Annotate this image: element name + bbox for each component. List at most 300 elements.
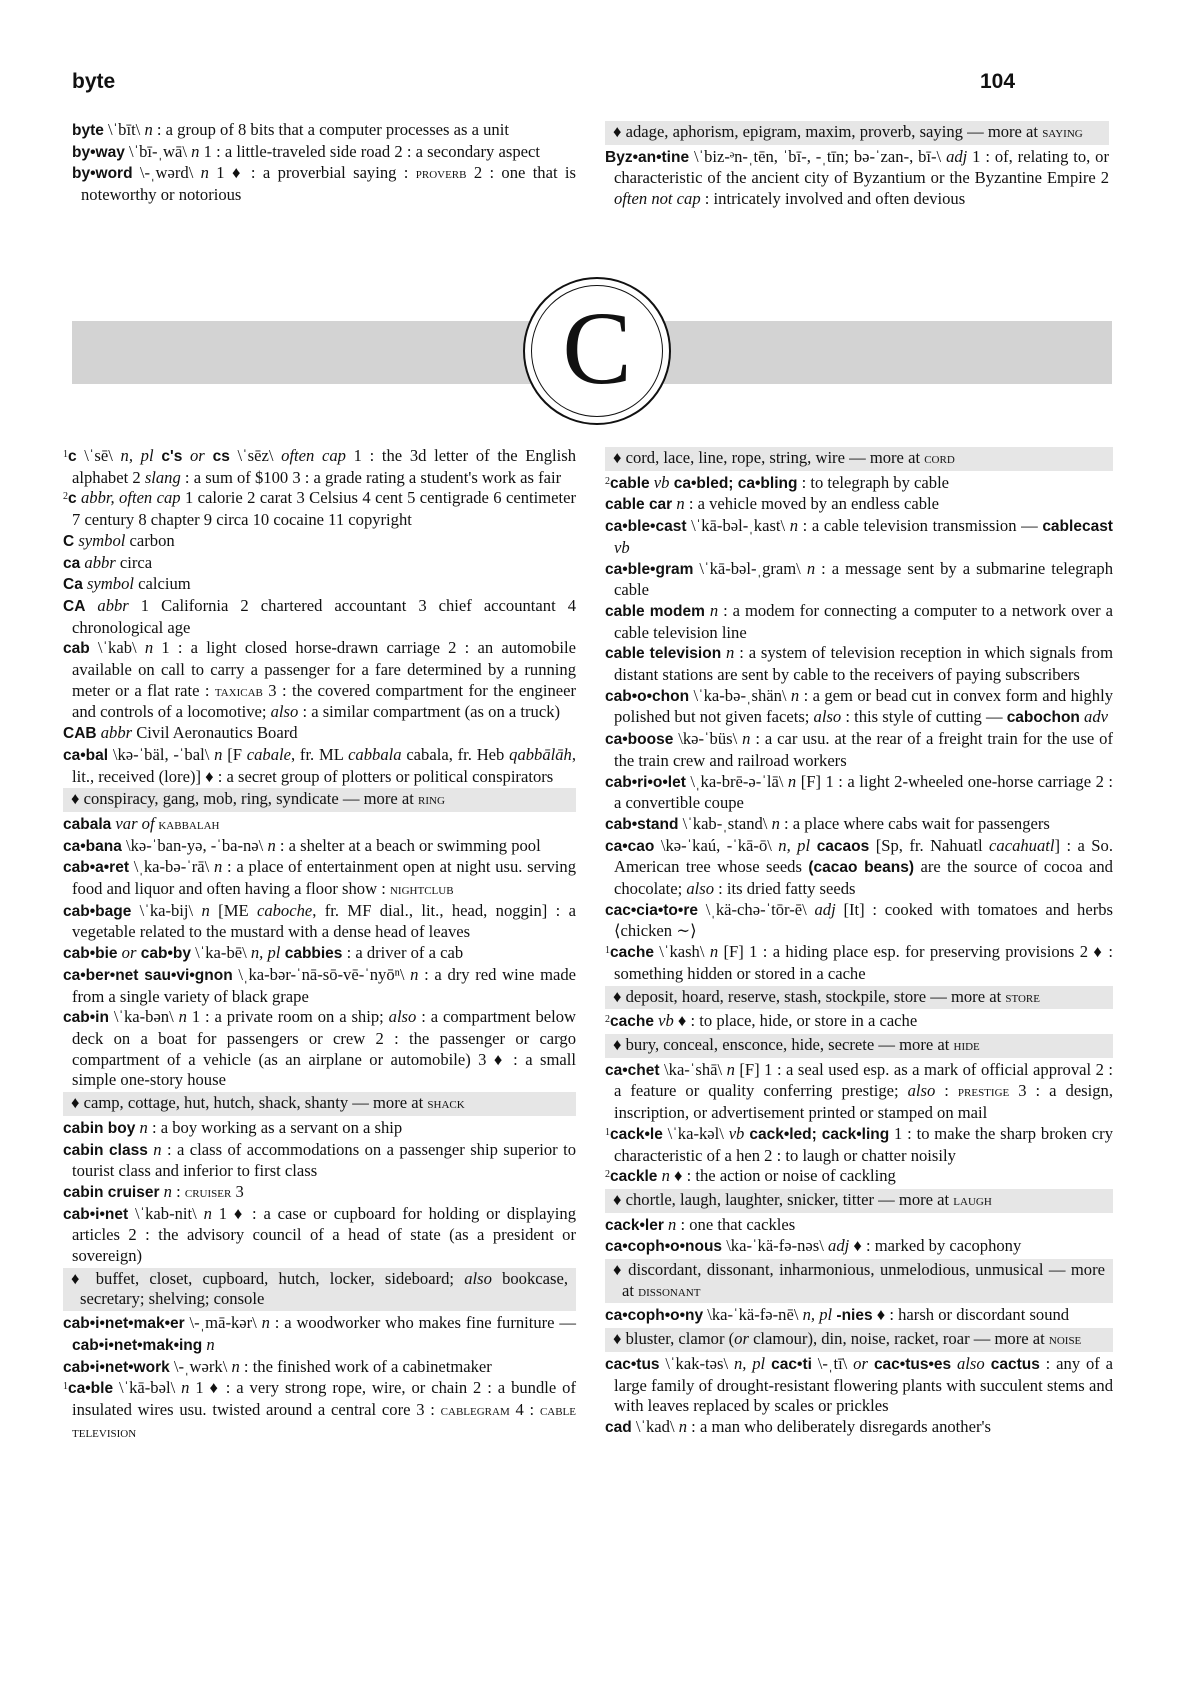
- pos: n: [726, 1059, 735, 1079]
- headword: ca•ble•cast: [605, 518, 687, 536]
- text: \ˈkā-bəl\: [113, 1378, 182, 1398]
- entry: [605, 814, 1113, 836]
- entry: [63, 488, 576, 530]
- headword: cab: [63, 640, 90, 658]
- pos: adv: [1079, 707, 1108, 727]
- text: ♦ discordant, dissonant, inharmonious, unmelodious, unmusical — more at: [613, 1260, 1105, 1300]
- label: also: [813, 707, 842, 727]
- text: \-ˌwərk\: [169, 1356, 232, 1376]
- text: \ˈkab-ˌstand\: [678, 813, 772, 833]
- headword: cab•o•chon: [605, 687, 690, 705]
- headword: cab•stand: [605, 815, 679, 833]
- pos: n: [201, 900, 210, 920]
- pos: n: [709, 942, 719, 962]
- text: 1 : a little-traveled side road 2 : a secondary aspect: [199, 141, 540, 161]
- headword: cs: [204, 448, 230, 465]
- cross-ref: proverb: [415, 166, 467, 183]
- entry: [605, 1060, 1113, 1124]
- text: 4 :: [509, 1399, 540, 1419]
- headword: cack•ler: [605, 1216, 664, 1234]
- text: 3 : a design, inscription, or advertisement printed or stamped on mail: [614, 1081, 1113, 1123]
- page-number: 104: [980, 70, 1016, 93]
- entry: [605, 1236, 1113, 1258]
- synonym-box: [605, 447, 1113, 471]
- text: [Sp, fr. Nahuatl: [869, 835, 990, 855]
- synonym-box: [605, 121, 1109, 145]
- section-medallion: [523, 277, 671, 425]
- headword: c: [68, 490, 77, 508]
- text: ] : a So. American tree whose seeds: [614, 835, 1113, 877]
- top-right-column: [605, 120, 1109, 210]
- entry: [63, 596, 576, 638]
- synonym-box: [605, 1328, 1113, 1352]
- homograph-number: 1: [605, 945, 610, 957]
- etymon: qabbālāh: [509, 744, 572, 764]
- text: cabala, fr. Heb: [401, 744, 510, 764]
- label: abbr, often cap: [76, 488, 181, 508]
- entry: [63, 1204, 576, 1267]
- headword: cable: [610, 474, 650, 492]
- text: circa: [115, 552, 153, 572]
- headword: cab•ri•o•let: [605, 773, 686, 791]
- text: calcium: [134, 574, 191, 594]
- etymon: cabbala: [348, 744, 402, 764]
- text: 1 : a private room on a ship;: [186, 1007, 389, 1027]
- entry: [605, 942, 1113, 984]
- entry: [605, 494, 1113, 516]
- pos: n: [202, 1334, 215, 1354]
- label: n, pl: [120, 446, 154, 465]
- pos: n: [771, 813, 780, 833]
- headword: cable modem: [605, 602, 705, 620]
- text: Civil Aeronautics Board: [132, 723, 298, 743]
- headword: cackle: [610, 1168, 658, 1186]
- text: :: [935, 1081, 958, 1101]
- entry: [605, 1305, 1113, 1327]
- headword: cac•tus•es: [867, 1355, 952, 1373]
- pos: n: [159, 1181, 172, 1201]
- label: abbr: [85, 595, 129, 615]
- headword: ca•ble•gram: [605, 560, 694, 578]
- entry: [605, 1215, 1113, 1237]
- pos: n: [742, 729, 751, 749]
- text: ♦ adage, aphorism, epigram, maxim, proverb, saying — more at: [613, 122, 1043, 141]
- headword: cache: [610, 1013, 654, 1031]
- headword: -nies: [832, 1307, 873, 1325]
- pos: n: [261, 1313, 270, 1333]
- text: ♦ : the action or noise of cackling: [669, 1166, 896, 1186]
- pos: n: [806, 558, 816, 578]
- label: also: [907, 1081, 936, 1101]
- text: : its dried fatty seeds: [714, 879, 856, 899]
- text: \ˈbī-ˌwā\: [124, 141, 192, 161]
- entry: [63, 1313, 576, 1356]
- headword: cacaos: [810, 837, 870, 855]
- text: \-ˌtī\: [811, 1353, 854, 1373]
- headword: cablecast: [1042, 518, 1113, 536]
- entry: [63, 446, 576, 488]
- entry: [605, 1124, 1113, 1166]
- synonym-box: [63, 1268, 576, 1311]
- label: or: [734, 1329, 749, 1349]
- entry: [605, 686, 1113, 729]
- text: : this style of cutting —: [841, 707, 1007, 727]
- pos: n: [672, 494, 685, 514]
- headword: cab•by: [136, 945, 191, 963]
- headword: CAB: [63, 725, 97, 743]
- label: symbol: [74, 530, 126, 550]
- headword: cac•cia•to•re: [605, 901, 698, 919]
- pos: adj: [814, 899, 836, 919]
- entry: [63, 1182, 576, 1204]
- headword: C: [63, 532, 75, 550]
- text: 1 ♦ : a case or cupboard for holding or displaying articles 2 : the advisory council of a head of state (as a president or sovereign): [72, 1203, 576, 1266]
- homograph-number: 2: [605, 475, 610, 487]
- text: \-ˌwərd\: [132, 163, 201, 183]
- text: are the source of cocoa and chocolate;: [614, 857, 1113, 899]
- etymon: cabale: [246, 744, 291, 764]
- pos: n: [704, 600, 719, 620]
- headword: cable car: [605, 496, 673, 514]
- entry: [63, 723, 576, 745]
- text: carbon: [125, 530, 175, 550]
- entry: [605, 836, 1113, 900]
- label: abbr: [80, 552, 116, 572]
- entry: [605, 1011, 1113, 1033]
- text: [ME: [209, 900, 257, 920]
- homograph-number: 2: [605, 1014, 610, 1026]
- homograph-number: 1: [605, 1126, 610, 1138]
- label: also: [270, 702, 299, 722]
- label: often not cap: [614, 189, 701, 209]
- headword: ca•chet: [605, 1061, 660, 1079]
- pos: n: [135, 1117, 148, 1137]
- entry: [605, 772, 1113, 814]
- homograph-number: 1: [63, 1381, 68, 1393]
- headword: ca•boose: [605, 731, 674, 749]
- text: \ˈsēz\: [229, 446, 282, 465]
- headword: cack•le: [610, 1125, 663, 1143]
- label: symbol: [82, 574, 134, 594]
- cross-ref: ring: [418, 792, 445, 809]
- entry: [605, 729, 1113, 771]
- text: \ˈka-kəl\: [662, 1123, 729, 1143]
- entry: [605, 643, 1113, 685]
- label: also: [464, 1268, 492, 1288]
- text: clamour), din, noise, racket, roar — more at: [748, 1329, 1049, 1349]
- pos: n: [663, 1214, 677, 1234]
- text: \ˈka-bij\: [131, 900, 202, 920]
- text: \ˈkab\: [89, 638, 145, 658]
- text: : a sum of $100 3 : a grade rating a student's work as fair: [180, 467, 562, 487]
- entry: [63, 965, 576, 1007]
- text: \ˈkā-bəl-ˌkast\: [686, 516, 790, 536]
- text: 1 : a light closed horse-drawn carriage 2 : an automobile available on call to carry a passenger for a fare determined by a running meter or a flat rate :: [72, 638, 576, 700]
- cross-ref: taxicab: [214, 683, 263, 700]
- entry: [605, 900, 1113, 942]
- label: or: [853, 1353, 868, 1373]
- text: 1 : to make the sharp broken cry characteristic of a hen 2 : to laugh or chatter noisily: [614, 1123, 1113, 1165]
- entry: [63, 638, 576, 723]
- entry: [605, 1354, 1113, 1417]
- text: ♦ bluster, clamor (: [613, 1329, 735, 1349]
- etymon: cacahuatl: [989, 835, 1055, 855]
- pos: n: [678, 1416, 688, 1436]
- pos: n: [790, 685, 800, 705]
- text: \ˌka-brē-ə-ˈlā\: [685, 771, 788, 791]
- label: n, pl: [778, 835, 811, 855]
- synonym-box: [605, 1189, 1113, 1213]
- headword: byte: [72, 122, 104, 139]
- text: :: [171, 1181, 185, 1201]
- headword: cad: [605, 1418, 632, 1436]
- pos: n: [203, 1203, 212, 1223]
- entry: [63, 1378, 576, 1443]
- text: 1 ♦ : a proverbial saying :: [208, 163, 416, 183]
- label: or: [182, 446, 205, 465]
- entry: [63, 857, 576, 900]
- text: \-ˌmā-kər\: [184, 1313, 262, 1333]
- label: n, pl: [733, 1353, 766, 1373]
- text: [F] 1 : a hiding place esp. for preserving provisions 2 ♦ : something hidden or stored in a cache: [614, 942, 1113, 983]
- entry: [63, 574, 576, 596]
- cross-ref: cord: [924, 451, 955, 467]
- text: \ka-ˈshā\: [659, 1059, 727, 1079]
- text: 1 California 2 chartered accountant 3 chief accountant 4 chronological age: [72, 595, 576, 637]
- headword: ca•cao: [605, 837, 655, 855]
- cross-ref: noise: [1048, 1332, 1082, 1349]
- synonym-box: [63, 788, 576, 812]
- homograph-number: 2: [63, 491, 68, 503]
- cross-ref: laugh: [953, 1192, 992, 1209]
- text: : a shelter at a beach or swimming pool: [275, 835, 541, 855]
- text: ♦ : marked by cacophony: [849, 1236, 1022, 1256]
- headword: by•way: [72, 143, 125, 161]
- entry: [63, 814, 576, 836]
- text: 2 : one that is noteworthy or notorious: [81, 163, 576, 205]
- text: : a woodworker who makes fine furniture —: [269, 1313, 576, 1333]
- text: 1 : of, relating to, or characteristic of the ancient city of Byzantium or the Byzantine Empire 2: [614, 146, 1110, 188]
- text: : a modem for connecting a computer to a network over a cable television line: [614, 600, 1113, 642]
- pos: n: [267, 835, 276, 855]
- text: \ˈkak-təs\: [659, 1353, 734, 1373]
- synonym-box: [63, 1092, 576, 1116]
- cross-ref: shack: [427, 1096, 465, 1113]
- headword: cab•i•net: [63, 1205, 129, 1223]
- pos: n: [144, 120, 153, 139]
- headword: cab•i•net•work: [63, 1358, 170, 1376]
- text: \kə-ˈban-yə, -ˈba-nə\: [121, 835, 268, 855]
- entry: [63, 943, 576, 965]
- entry: [605, 601, 1113, 643]
- headword: cab•a•ret: [63, 859, 129, 877]
- synonym-box: [605, 986, 1113, 1010]
- entry: [63, 1007, 576, 1091]
- pos: n: [787, 771, 797, 791]
- text: [It] : cooked with tomatoes and herbs ⟨chicken ∼⟩: [614, 899, 1113, 941]
- text: \ˈbiz-ᵊn-ˌtēn, ˈbī-, -ˌtīn; bə-ˈzan-, bī-\: [689, 146, 947, 166]
- headword: ca•coph•o•ny: [605, 1307, 704, 1325]
- entry: [63, 901, 576, 943]
- label: n, pl: [802, 1305, 833, 1325]
- pos: vb: [653, 1011, 674, 1031]
- label: or: [117, 943, 137, 963]
- text: ♦ chortle, laugh, laughter, snicker, titter — more at: [613, 1189, 954, 1209]
- pos: n: [657, 1166, 670, 1186]
- cross-ref: prestige: [957, 1084, 1010, 1101]
- headword: cab•i•net•mak•ing: [72, 1336, 203, 1354]
- pos: vb: [614, 537, 630, 557]
- entry-byzantine: [605, 147, 1109, 210]
- text: : a place where cabs wait for passengers: [779, 813, 1050, 833]
- text: \ˌka-bər-ˈnā-sō-vē-ˈnyōⁿ\: [232, 964, 411, 984]
- guide-word: byte: [72, 70, 116, 93]
- pos: vb: [728, 1123, 745, 1143]
- text: \kə-ˈbäl, -ˈbal\: [108, 744, 215, 764]
- headword: ca•bana: [63, 837, 122, 855]
- headword: ca•bled; ca•bling: [669, 474, 798, 492]
- pos: n: [191, 141, 200, 161]
- pos: n: [789, 516, 799, 536]
- entry: [605, 473, 1113, 495]
- text: , fr. MF dial., lit., head, noggin] : a vegetable related to the mustard with a dense head of leaves: [72, 900, 577, 942]
- pos: n: [147, 1139, 162, 1159]
- text: \ˌka-bə-ˈrā\: [129, 857, 214, 877]
- label: slang: [144, 467, 181, 487]
- cross-ref: hide: [953, 1037, 980, 1054]
- text: ♦ : to place, hide, or store in a cache: [673, 1011, 918, 1031]
- headword: ca•ber•net sau•vi•gnon: [63, 966, 233, 984]
- headword: cable television: [605, 645, 722, 663]
- text: 1 ♦ : a very strong rope, wire, or chain 2 : a bundle of insulated wires usu. twisted around a central core 3 :: [72, 1378, 576, 1419]
- text: 1 : the 3d letter of the English alphabet 2: [72, 446, 576, 487]
- text: ♦ deposit, hoard, reserve, stash, stockpile, store — more at: [613, 986, 1006, 1006]
- text: : a message sent by a submarine telegraph cable: [614, 558, 1114, 600]
- text: \ˈka-bē\: [190, 943, 251, 963]
- text: : a vehicle moved by an endless cable: [684, 494, 940, 514]
- text: \kə-ˈbüs\: [673, 729, 743, 749]
- text: : a gem or bead cut in convex form and highly polished but not given facets;: [614, 685, 1113, 727]
- text: [F] 1 : a seal used esp. as a mark of official approval 2 : a feature or quality conferring prestige;: [614, 1059, 1113, 1101]
- text: \ka-ˈkä-fə-nē\: [703, 1305, 803, 1325]
- text: : a driver of a cab: [342, 943, 464, 963]
- text: \ka-ˈkä-fə-nəs\: [722, 1236, 829, 1256]
- entry-byte: [72, 120, 576, 142]
- label: often cap: [281, 446, 346, 465]
- entry-byword: [72, 163, 576, 205]
- pos: vb: [649, 472, 670, 492]
- text: ♦ bury, conceal, ensconce, hide, secrete — more at: [613, 1034, 954, 1054]
- entry: [63, 1140, 576, 1182]
- entry: [605, 516, 1113, 558]
- headword: cack•led; cack•ling: [744, 1125, 890, 1143]
- text: 3: [231, 1181, 244, 1201]
- headword: cab•bage: [63, 902, 132, 920]
- headword: cabin class: [63, 1141, 148, 1159]
- pos: n: [214, 857, 223, 877]
- cross-ref: nightclub: [389, 882, 454, 899]
- headword: cabochon: [1006, 709, 1080, 727]
- pos: n: [410, 964, 419, 984]
- text: : any of a large family of drought-resistant flowering plants with succulent stems and with leaves replaced by scales or prickles: [614, 1353, 1114, 1416]
- headword: c's: [153, 448, 183, 465]
- label: abbr: [96, 723, 133, 743]
- text: bookcase, secretary; shelving; console: [80, 1268, 568, 1309]
- entry: [605, 559, 1113, 601]
- text: : a class of accommodations on a passenger ship superior to tourist class and inferior to first class: [72, 1139, 576, 1181]
- top-left-column: [72, 120, 576, 206]
- text: : to telegraph by cable: [797, 472, 950, 492]
- text: , lit., received (lore)] ♦ : a secret group of plotters or political conspirators: [72, 744, 576, 786]
- etymon: caboche: [256, 900, 313, 920]
- text: \ˈkab-nit\: [128, 1203, 204, 1223]
- headword: CA: [63, 597, 86, 615]
- headword: cac•tus: [605, 1355, 660, 1373]
- headword: Byz•an•tine: [605, 148, 690, 166]
- cross-ref: cruiser: [184, 1184, 232, 1201]
- pos: n: [144, 638, 154, 658]
- text: \ˈsē\: [76, 446, 121, 465]
- headword: cache: [610, 944, 654, 962]
- pos: n: [231, 1356, 240, 1376]
- headword: by•word: [72, 165, 133, 183]
- headword: (cacao beans): [808, 859, 915, 877]
- pos: n: [200, 163, 209, 183]
- text: : a place of entertainment open at night usu. serving food and liquor and often having a floor show :: [72, 857, 576, 899]
- headword: c: [68, 448, 77, 465]
- text: ♦ buffet, closet, cupboard, hutch, locker, sideboard;: [71, 1268, 465, 1288]
- label: also: [686, 879, 715, 899]
- homograph-number: 1: [63, 449, 68, 460]
- cross-ref: cable television: [72, 1402, 576, 1441]
- headword: cabbies: [280, 945, 343, 963]
- text: [F: [222, 744, 247, 764]
- homograph-number: 2: [605, 1169, 610, 1181]
- text: \ˈka-bə-ˌshän\: [689, 685, 791, 705]
- text: : a boy working as a servant on a ship: [147, 1117, 403, 1137]
- entry: [63, 836, 576, 858]
- entry: [605, 1166, 1113, 1188]
- cross-ref: store: [1005, 989, 1040, 1006]
- text: ♦ camp, cottage, hut, hutch, shack, shanty — more at: [71, 1093, 428, 1113]
- right-column: [605, 446, 1113, 1439]
- headword: ca•bal: [63, 746, 109, 764]
- text: \ˈkash\: [653, 942, 710, 962]
- left-column: [63, 446, 576, 1443]
- text: \ˈkad\: [631, 1416, 679, 1436]
- headword: ca: [63, 554, 81, 572]
- text: , fr. ML: [290, 744, 349, 764]
- entry: [63, 531, 576, 553]
- headword: cabin boy: [63, 1119, 136, 1137]
- text: : a man who deliberately disregards another's: [687, 1416, 991, 1436]
- label: also: [951, 1353, 985, 1373]
- entry: [63, 745, 576, 787]
- headword: cactus: [984, 1355, 1040, 1373]
- entry: [63, 553, 576, 575]
- headword: ca•ble: [68, 1380, 114, 1398]
- headword: cabala: [63, 815, 112, 833]
- headword: cac•ti: [765, 1355, 812, 1373]
- headword: cab•bie: [63, 945, 118, 963]
- label: var of: [111, 813, 155, 833]
- headword: cab•i•net•mak•er: [63, 1315, 185, 1333]
- headword: ca•coph•o•nous: [605, 1238, 723, 1256]
- text: : one that cackles: [676, 1214, 796, 1234]
- text: : a group of 8 bits that a computer processes as a unit: [152, 120, 509, 139]
- entry: [605, 1417, 1113, 1439]
- pos: n: [181, 1378, 190, 1398]
